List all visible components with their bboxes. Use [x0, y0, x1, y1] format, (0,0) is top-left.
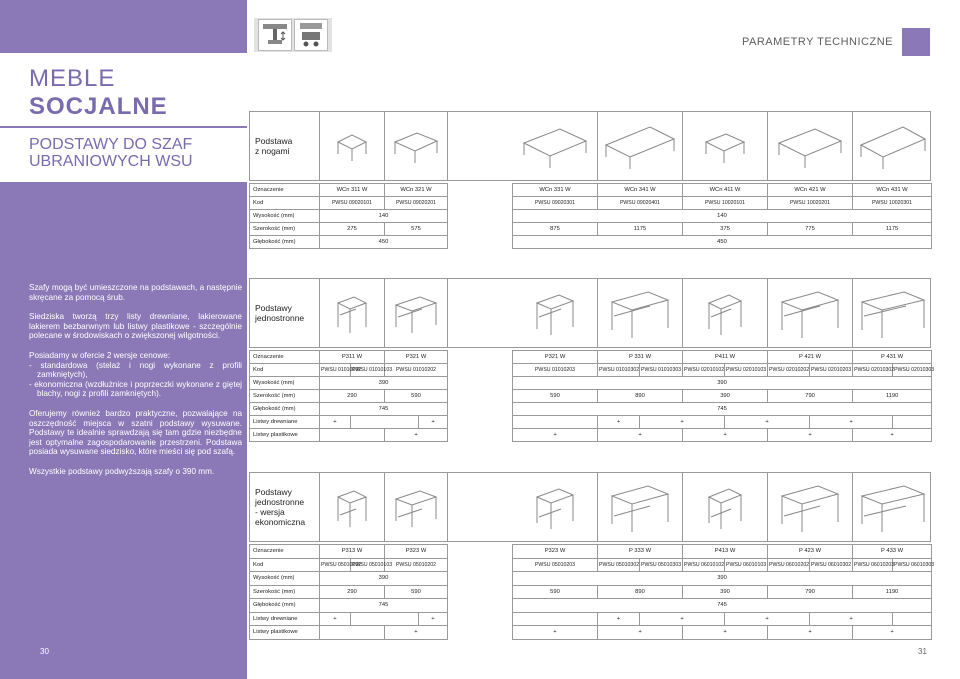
table-cell	[351, 416, 419, 429]
product-image	[853, 473, 932, 541]
table-cell	[448, 184, 513, 197]
table-cell: P311 W	[320, 351, 385, 364]
table-cell: PWSU 05010202	[385, 558, 448, 572]
table-cell: PWSU 02010203	[810, 364, 853, 377]
table-cell: PWSU 02010302	[853, 364, 893, 377]
table-cell: 890	[598, 390, 683, 403]
table-cell	[448, 210, 513, 223]
spec-table	[249, 350, 935, 442]
table-cell: +	[320, 612, 351, 626]
table-cell: PWSU 01010103	[351, 364, 385, 377]
table-cell	[448, 429, 513, 442]
table-cell: +	[419, 416, 448, 429]
header-accent-square	[902, 28, 930, 56]
table-cell: PWSU 01010202	[385, 364, 448, 377]
table-cell: 390	[683, 585, 768, 599]
table-cell: 1175	[598, 223, 683, 236]
table-cell: +	[853, 429, 932, 442]
table-cell	[893, 416, 932, 429]
table-cell: +	[513, 429, 598, 442]
product-image	[683, 112, 768, 180]
product-image	[683, 473, 768, 541]
table-cell: WCn 421 W	[768, 184, 853, 197]
table-cell: 575	[385, 223, 448, 236]
table-cell	[513, 612, 598, 626]
table-cell: +	[598, 416, 640, 429]
bullet-item: - ekonomiczna (wzdłużnice i poprzeczki wykonane z giętej blachy, nogi z profili zamkniętych).	[29, 379, 242, 399]
table-cell: P313 W	[320, 545, 385, 559]
adjustable-height-icon	[294, 19, 328, 51]
table-cell: +	[810, 416, 893, 429]
row-label: Listwy drewniane	[250, 416, 320, 429]
table-cell: PWSU 09020201	[385, 197, 448, 210]
section-heading: Podstawa z nogami	[250, 112, 320, 180]
page-title-line2: SOCJALNE	[29, 93, 168, 120]
table-cell: +	[598, 626, 683, 640]
gap	[448, 473, 513, 541]
header-title: PARAMETRY TECHNICZNE	[742, 36, 893, 48]
table-cell	[448, 599, 513, 613]
table-cell: 875	[513, 223, 598, 236]
spec-table	[249, 544, 935, 640]
product-image	[768, 279, 853, 347]
product-image	[853, 279, 932, 347]
table-cell: WCn 321 W	[385, 184, 448, 197]
table-cell: +	[725, 416, 810, 429]
row-label: Kod	[250, 558, 320, 572]
table-cell	[448, 572, 513, 586]
gap	[448, 112, 513, 180]
table-cell: PWSU 06010302	[810, 558, 853, 572]
product-image	[513, 473, 598, 541]
table-cell: PWSU 06010203	[853, 558, 893, 572]
paragraph: Wszystkie podstawy podwyższają szafy o 390 mm.	[29, 466, 215, 476]
row-label: Listwy plastikowe	[250, 626, 320, 640]
paragraph: Posiadamy w ofercie 2 wersje cenowe:	[29, 350, 171, 360]
table-cell: +	[768, 429, 853, 442]
table-cell	[448, 351, 513, 364]
table-cell	[448, 364, 513, 377]
row-label: Szerokość (mm)	[250, 390, 320, 403]
table-cell: P 331 W	[598, 351, 683, 364]
table-cell: +	[725, 612, 810, 626]
table-cell: P321 W	[513, 351, 598, 364]
table-cell	[448, 585, 513, 599]
table-row	[250, 223, 932, 236]
table-row	[250, 377, 932, 390]
table-row	[250, 429, 932, 442]
table-cell: +	[320, 416, 351, 429]
table-cell: PWSU 06010102	[683, 558, 725, 572]
table-cell: WCn 411 W	[683, 184, 768, 197]
table-cell: PWSU 02010102	[683, 364, 725, 377]
table-cell: 745	[320, 403, 448, 416]
paragraph: Siedziska tworzą trzy listy drewniane, lakierowane lakierem bezbarwnym lub listwy plastikowe - szczególnie polecane w środowiskach o zwiększonej wilgotności.	[29, 312, 242, 341]
table-cell: P 433 W	[853, 545, 932, 559]
feature-icons	[254, 18, 332, 52]
table-cell: +	[683, 429, 768, 442]
table-cell	[448, 612, 513, 626]
row-label: Listwy drewniane	[250, 612, 320, 626]
table-cell: PWSU 01010303	[640, 364, 683, 377]
table-cell: PWSU 06010103	[725, 558, 768, 572]
section-subtitle: PODSTAWY DO SZAF UBRANIOWYCH WSU	[29, 136, 193, 170]
row-label: Wysokość (mm)	[250, 377, 320, 390]
table-cell: 390	[513, 377, 932, 390]
table-cell	[513, 416, 598, 429]
table-cell: P321 W	[385, 351, 448, 364]
table-cell: 590	[385, 390, 448, 403]
paragraph: Oferujemy również bardzo praktyczne, pozwalające na oszczędność miejsca w szatni podstawy wysuwane. Podstawy te idealnie sprawdzają się tam gdzie niezbędne jest optymalne zagospodarowanie przestrzeni. Podstawa posiada wysuwane siedzisko, które mieści się pod szafą.	[29, 408, 242, 457]
table-cell: 450	[513, 236, 932, 249]
table-cell: WCn 331 W	[513, 184, 598, 197]
table-cell: PWSU 10020201	[768, 197, 853, 210]
table-cell: 1175	[853, 223, 932, 236]
table-cell	[320, 626, 385, 640]
page-number-left: 30	[40, 647, 49, 656]
table-cell: +	[853, 626, 932, 640]
table-row	[250, 599, 932, 613]
table-cell	[351, 612, 419, 626]
table-cell: +	[683, 626, 768, 640]
table-cell: PWSU 05010302	[598, 558, 640, 572]
table-cell: PWSU 05010203	[513, 558, 598, 572]
row-label: Kod	[250, 364, 320, 377]
table-cell: 790	[768, 390, 853, 403]
table-cell: 745	[320, 599, 448, 613]
table-row	[250, 184, 932, 197]
row-label: Kod	[250, 197, 320, 210]
table-row	[250, 351, 932, 364]
row-label: Wysokość (mm)	[250, 572, 320, 586]
table-cell: 390	[320, 377, 448, 390]
spec-table	[249, 183, 932, 249]
table-cell	[320, 429, 385, 442]
table-cell: 275	[320, 223, 385, 236]
table-cell: 775	[768, 223, 853, 236]
product-image	[598, 473, 683, 541]
product-image	[320, 473, 385, 541]
row-label: Głębokość (mm)	[250, 403, 320, 416]
table-cell: PWSU 05010303	[640, 558, 683, 572]
table-cell: P 421 W	[768, 351, 853, 364]
row-label: Głębokość (mm)	[250, 599, 320, 613]
row-label: Wysokość (mm)	[250, 210, 320, 223]
table-row	[250, 390, 932, 403]
page-number-right: 31	[918, 647, 927, 656]
product-image	[768, 112, 853, 180]
table-row	[250, 585, 932, 599]
section-heading: Podstawy jednostronne - wersja ekonomiczna	[250, 473, 320, 541]
product-image	[598, 279, 683, 347]
table-cell: P411 W	[683, 351, 768, 364]
table-cell: +	[385, 626, 448, 640]
table-cell	[448, 626, 513, 640]
table-cell: 390	[320, 572, 448, 586]
table-row	[250, 364, 932, 377]
table-cell	[448, 416, 513, 429]
table-cell: 290	[320, 390, 385, 403]
table-cell: 450	[320, 236, 448, 249]
table-cell: 140	[513, 210, 932, 223]
table-cell	[448, 236, 513, 249]
row-label: Listwy plastikowe	[250, 429, 320, 442]
table-cell: PWSU 10020301	[853, 197, 932, 210]
table-row	[250, 612, 932, 626]
table-cell: PWSU 01010302	[598, 364, 640, 377]
product-image	[853, 112, 932, 180]
table-cell: +	[385, 429, 448, 442]
table-row	[250, 626, 932, 640]
product-image	[513, 112, 598, 180]
table-cell: +	[419, 612, 448, 626]
row-label: Szerokość (mm)	[250, 223, 320, 236]
table-cell: PWSU 09020301	[513, 197, 598, 210]
table-cell: 290	[320, 585, 385, 599]
page-title-line1: MEBLE	[29, 65, 116, 92]
table-cell	[448, 403, 513, 416]
table-cell: PWSU 09020401	[598, 197, 683, 210]
table-cell: 1190	[853, 390, 932, 403]
table-cell: PWSU 01010203	[513, 364, 598, 377]
table-cell	[448, 545, 513, 559]
table-cell: PWSU 06010202	[768, 558, 810, 572]
table-cell: +	[598, 612, 640, 626]
table-cell: 375	[683, 223, 768, 236]
product-image	[598, 112, 683, 180]
table-cell: PWSU 10020101	[683, 197, 768, 210]
table-row	[250, 210, 932, 223]
table-cell: +	[513, 626, 598, 640]
row-label: Głębokość (mm)	[250, 236, 320, 249]
table-cell: P 431 W	[853, 351, 932, 364]
section-heading: Podstawy jednostronne	[250, 279, 320, 347]
table-cell: 890	[598, 585, 683, 599]
table-cell: 590	[513, 585, 598, 599]
table-cell: 590	[385, 585, 448, 599]
table-cell: WCn 431 W	[853, 184, 932, 197]
table-cell	[448, 197, 513, 210]
product-image	[513, 279, 598, 347]
table-cell: 745	[513, 599, 932, 613]
table-cell: PWSU 09020101	[320, 197, 385, 210]
product-image	[320, 112, 385, 180]
table-cell: WCn 341 W	[598, 184, 683, 197]
section-image-row	[249, 278, 931, 348]
table-cell: PWSU 02010103	[725, 364, 768, 377]
table-cell: PWSU 01010102	[320, 364, 351, 377]
product-image	[320, 279, 385, 347]
table-cell: P 423 W	[768, 545, 853, 559]
table-cell: PWSU 06010303	[893, 558, 932, 572]
table-cell	[893, 612, 932, 626]
table-cell: 140	[320, 210, 448, 223]
table-cell	[448, 558, 513, 572]
row-label: Oznaczenie	[250, 545, 320, 559]
paragraph: Szafy mogą być umieszczone na podstawach, a następnie skręcane za pomocą śrub.	[29, 283, 242, 302]
section-image-row	[249, 111, 931, 181]
table-cell	[448, 390, 513, 403]
product-image	[683, 279, 768, 347]
table-cell: 745	[513, 403, 932, 416]
table-cell: +	[640, 612, 725, 626]
table-cell	[448, 223, 513, 236]
row-label: Szerokość (mm)	[250, 585, 320, 599]
product-image	[385, 473, 448, 541]
table-cell: P323 W	[513, 545, 598, 559]
table-cell: WCn 311 W	[320, 184, 385, 197]
table-cell: PWSU 02010303	[893, 364, 932, 377]
table-cell: +	[810, 612, 893, 626]
table-cell: 790	[768, 585, 853, 599]
leveling-foot-icon	[258, 19, 292, 51]
table-cell: +	[598, 429, 683, 442]
table-cell: 590	[513, 390, 598, 403]
row-label: Oznaczenie	[250, 351, 320, 364]
bullet-item: - standardowa (stelaż i nogi wykonane z profili zamkniętych),	[29, 360, 242, 380]
table-row	[250, 572, 932, 586]
table-cell: PWSU 02010202	[768, 364, 810, 377]
table-row	[250, 403, 932, 416]
table-cell: P 333 W	[598, 545, 683, 559]
table-cell: +	[768, 626, 853, 640]
table-row	[250, 558, 932, 572]
table-cell: 1190	[853, 585, 932, 599]
table-cell: P323 W	[385, 545, 448, 559]
table-cell: PWSU 05010103	[351, 558, 385, 572]
table-row	[250, 236, 932, 249]
table-row	[250, 416, 932, 429]
description-text	[29, 283, 242, 487]
table-cell	[448, 377, 513, 390]
table-cell: P413 W	[683, 545, 768, 559]
table-cell: PWSU 05010102	[320, 558, 351, 572]
product-image	[768, 473, 853, 541]
gap	[448, 279, 513, 347]
table-row	[250, 545, 932, 559]
row-label: Oznaczenie	[250, 184, 320, 197]
table-cell: 390	[683, 390, 768, 403]
table-row	[250, 197, 932, 210]
table-cell: 390	[513, 572, 932, 586]
section-image-row	[249, 472, 931, 542]
table-cell: +	[640, 416, 725, 429]
product-image	[385, 112, 448, 180]
product-image	[385, 279, 448, 347]
